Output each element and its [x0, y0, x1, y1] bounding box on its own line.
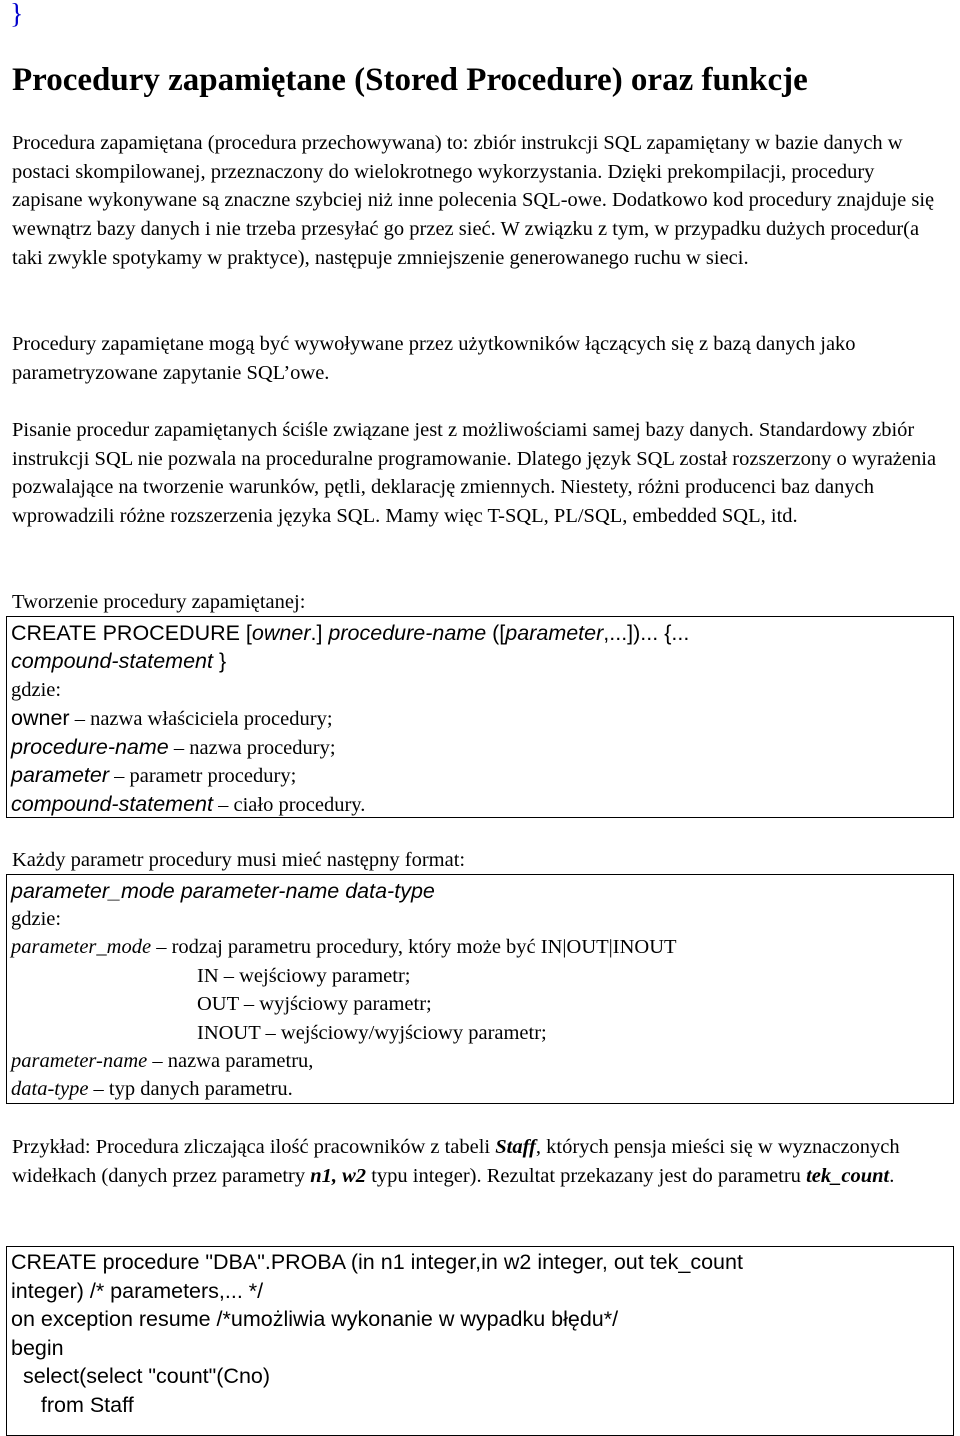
creating-heading: Tworzenie procedury zapamiętanej: — [12, 591, 306, 613]
code-line: CREATE procedure "DBA".PROBA (in n1 integer,in w2 integer, out tek_count — [11, 1250, 743, 1274]
example-paragraph: Przykład: Procedura zliczająca ilość pracowników z tabeli Staff, których pensja mieści się w wyznaczonych widełkach (danych przez parametry n1, w2 typu integer). Rezultat przekazany jest do parametru tek_count. — [12, 1136, 900, 1187]
extensions-paragraph: Pisanie procedur zapamiętanych ściśle związane jest z możliwościami samej bazy danych. Standardowy zbiór instrukcji SQL nie pozwala na proceduralne programowanie. Dlatego język SQL został rozszerzony o wyrażenia pozwalające na tworzenie warunków, pętli, deklarację zmiennych. Niestety, różni producenci baz danych wprowadzili różne rozszerzenia języka SQL. Mamy więc T-SQL, PL/SQL, embedded SQL, itd. — [12, 419, 937, 528]
syntax-owner-def: owner – nazwa właściciela procedury; — [11, 706, 333, 730]
syntax-param-def: parameter – parametr procedury; — [11, 763, 297, 787]
page-title: Procedury zapamiętane (Stored Procedure) oraz funkcje — [12, 62, 808, 98]
format-where-label: gdzie: — [11, 908, 62, 930]
code-line: from Staff — [11, 1393, 134, 1417]
format-in-def: IN – wejściowy parametr; — [197, 965, 411, 987]
syntax-line-body: compound-statement } — [11, 649, 227, 673]
syntax-name-def: procedure-name – nazwa procedury; — [11, 735, 336, 759]
syntax-stmt-def: compound-statement – ciało procedury. — [11, 792, 366, 816]
code-example-box — [6, 1246, 954, 1436]
format-out-def: OUT – wyjściowy parametr; — [197, 993, 432, 1015]
format-heading: Każdy parametr procedury musi mieć następny format: — [12, 849, 466, 871]
code-line: on exception resume /*umożliwia wykonanie w wypadku błędu*/ — [11, 1307, 619, 1331]
syntax-box — [6, 616, 954, 818]
code-line: select(select "count"(Cno) — [11, 1364, 271, 1388]
usage-paragraph: Procedury zapamiętane mogą być wywoływane przez użytkowników łączących się z bazą danych jako parametryzowane zapytanie SQL’owe. — [12, 333, 856, 384]
intro-paragraph: Procedura zapamiętana (procedura przechowywana) to: zbiór instrukcji SQL zapamiętany w bazie danych w postaci skompilowanej, przeznaczony do wielokrotnego wykorzystania. Dzięki prekompilacji, procedury zapisane wykonywane są znaczne szybciej niż inne polecenia SQL-owe. Dodatkowo kod procedury znajduje się wewnątrz bazy danych i nie trzeba przesyłać go przez sieć. W związku z tym, w przypadku dużych procedur(a taki zwykle spotykamy w praktyce), następuje zmniejszenie generowanego ruchu w sieci. — [12, 132, 935, 269]
syntax-line-create: CREATE PROCEDURE [owner.] procedure-name ([parameter,...])... {... — [11, 621, 690, 645]
format-dtype-def: data-type – typ danych parametru. — [11, 1078, 293, 1100]
format-box — [6, 874, 954, 1104]
syntax-where-label: gdzie: — [11, 679, 62, 701]
code-line: integer) /* parameters,... */ — [11, 1279, 264, 1303]
format-pname-def: parameter-name – nazwa parametru, — [11, 1050, 314, 1072]
format-mode-def: parameter_mode – rodzaj parametru procedury, który może być IN|OUT|INOUT — [11, 936, 677, 958]
format-line: parameter_mode parameter-name data-type — [11, 879, 435, 903]
code-line: begin — [11, 1336, 64, 1360]
format-inout-def: INOUT – wejściowy/wyjściowy parametr; — [197, 1022, 547, 1044]
closing-brace: } — [10, 0, 24, 30]
